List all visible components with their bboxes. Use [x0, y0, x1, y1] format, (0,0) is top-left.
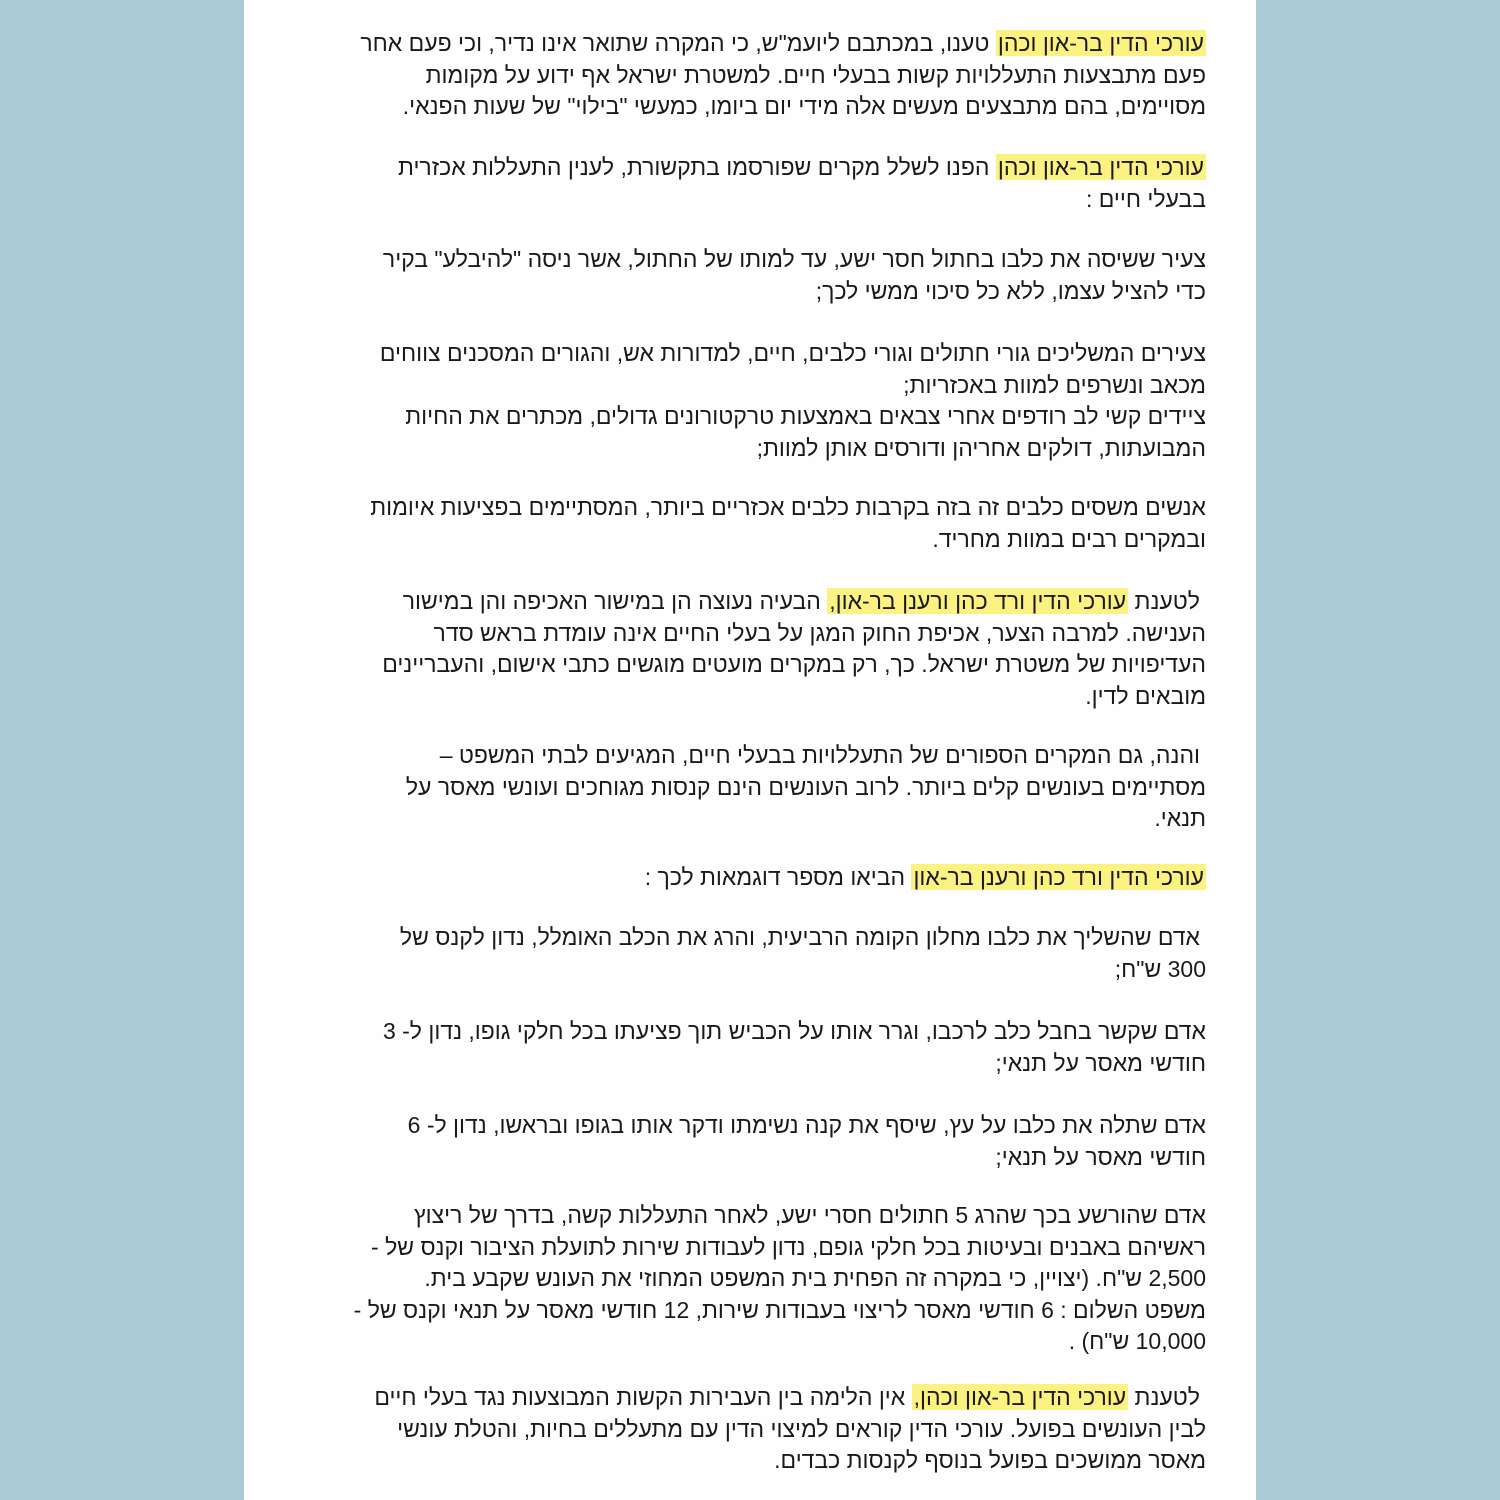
text-line [296, 1016, 1206, 1048]
text-line [296, 803, 1206, 835]
line-text: אדם שהשליך את כלבו מחלון הקומה הרביעית, והרג את הכלב האומלל, נדון לקנס של [399, 924, 1200, 950]
line-text: אדם שקשר בחבל כלב לרכבו, וגרר אותו על הכביש תוך פציעתו בכל חלקי גופו, נדון ל- 3 [382, 1018, 1206, 1044]
text-line [296, 492, 1206, 524]
text-line [296, 244, 1206, 276]
text-line [296, 922, 1206, 954]
text-line [296, 91, 1206, 123]
line-text: אדם שתלה את כלבו על עץ, שיסף את קנה נשימתו ודקר אותו בגופו ובראשו, נדון ל- 6 [407, 1112, 1206, 1138]
paragraph [296, 862, 1206, 894]
line-text: מאסר ממושכים בפועל בנוסף לקנסות כבדים. [774, 1447, 1206, 1473]
text-line [296, 152, 1206, 184]
text-line [296, 1142, 1206, 1174]
line-text: מכאב ונשרפים למוות באכזריות; [903, 371, 1206, 398]
line-text: כדי להציל עצמו, ללא כל סיכוי ממשי לכך; [815, 277, 1206, 304]
text-line [296, 862, 1206, 894]
line-text: משפט השלום : 6 חודשי מאסר לריצוי בעבודות שירות, 12 חודשי מאסר על תנאי וקנס של - [353, 1296, 1206, 1323]
paragraph [296, 152, 1206, 215]
text-line [296, 681, 1206, 713]
line-text: אדם שהורשע בכך שהרג 5 חתולים חסרי ישע, לאחר התעללות קשה, בדרך של ריצוץ [414, 1202, 1206, 1228]
text-line [296, 649, 1206, 681]
line-text: מסתיימים בעונשים קלים ביותר. לרוב העונשים הינם קנסות מגוחכים ועונשי מאסר על [405, 773, 1206, 800]
line-text: ובמקרים רבים במוות מחריד. [932, 525, 1206, 552]
document-page [244, 0, 1256, 1500]
line-text: אין הלימה בין העבירות הקשות המבוצעות נגד בעלי חיים [374, 1384, 912, 1410]
line-text: מסויימים, בהם מתבצעים מעשים אלה מידי יום ביומו, כמעשי "בילוי" של שעות הפנאי. [402, 93, 1206, 119]
paragraph [296, 922, 1206, 985]
highlighted-names: עורכי הדין ורד כהן ורענן בר-און [913, 864, 1204, 890]
text-line [296, 184, 1206, 216]
line-text: המבועתות, דולקים אחריהן ודורסים אותן למוות; [756, 434, 1206, 461]
line-text: 2,500 ש"ח. (יצויין, כי במקרה זה הפחית בית המשפט המחוזי את העונש שקבע בית. [424, 1265, 1206, 1291]
paragraph [296, 740, 1206, 835]
text-line [296, 1263, 1206, 1295]
highlighted-names: עורכי הדין בר-און וכהן [997, 154, 1204, 180]
text-line [296, 1326, 1206, 1358]
paragraph [296, 1016, 1206, 1079]
line-text: צעיר ששיסה את כלבו בחתול חסר ישע, עד למותו של החתול, אשר ניסה "להיבלע" בקיר [382, 246, 1206, 272]
text-line [296, 1232, 1206, 1264]
line-text: הענישה. למרבה הצער, אכיפת החוק המגן על בעלי החיים אינה עומדת בראש סדר [433, 619, 1206, 646]
line-prefix: לטענת [1128, 588, 1200, 614]
line-text: צעירים המשליכים גורי חתולים וגורי כלבים, חיים, למדורות אש, והגורים המסכנים צווחים [379, 340, 1206, 366]
line-text: בבעלי חיים : [1086, 185, 1206, 212]
line-text: 300 ש"ח; [1114, 955, 1206, 982]
paragraph [296, 1382, 1206, 1477]
text-line [296, 338, 1206, 370]
line-text: והנה, גם המקרים הספורים של התעללויות בבעלי חיים, המגיעים לבתי המשפט – [439, 742, 1200, 768]
highlighted-names: עורכי הדין ורד כהן ורענן בר-און, [829, 588, 1127, 614]
text-line [296, 433, 1206, 465]
paragraph [296, 244, 1206, 307]
line-text: לבין העונשים בפועל. עורכי הדין קוראים למיצוי הדין עם מתעללים בחיות, והטלת עונשי [397, 1415, 1206, 1442]
paragraph [296, 492, 1206, 555]
line-text: טענו, במכתבם ליועמ"ש, כי המקרה שתואר אינו נדיר, וכי פעם אחר [360, 30, 996, 56]
text-line [296, 1110, 1206, 1142]
text-line [296, 1414, 1206, 1446]
text-line [296, 60, 1206, 92]
line-text: חודשי מאסר על תנאי; [995, 1143, 1206, 1170]
text-line [296, 1295, 1206, 1327]
text-line [296, 772, 1206, 804]
line-text: 10,000 ש"ח) . [1068, 1328, 1206, 1354]
paragraph [296, 1200, 1206, 1358]
line-text: אנשים משסים כלבים זה בזה בקרבות כלבים אכזריים ביותר, המסתיימים בפציעות איומות [370, 494, 1206, 520]
text-line [296, 276, 1206, 308]
line-text: העדיפויות של משטרת ישראל. כך, רק במקרים מועטים מוגשים כתבי אישום, והעבריינים [382, 651, 1206, 677]
line-text: תנאי. [1154, 805, 1206, 831]
paragraph [296, 1110, 1206, 1173]
line-text: מובאים לדין. [1085, 682, 1206, 709]
text-line [296, 618, 1206, 650]
text-line [296, 740, 1206, 772]
line-text: פעם מתבצעות התעללויות קשות בבעלי חיים. למשטרת ישראל אף ידוע על מקומות [425, 61, 1206, 88]
text-line [296, 524, 1206, 556]
text-line [296, 1445, 1206, 1477]
paragraph [296, 338, 1206, 464]
text-line [296, 1200, 1206, 1232]
paragraph [296, 28, 1206, 123]
highlighted-names: עורכי הדין בר-און וכהן, [913, 1384, 1127, 1410]
text-line [296, 401, 1206, 433]
line-prefix: לטענת [1128, 1384, 1200, 1410]
line-text: חודשי מאסר על תנאי; [995, 1049, 1206, 1076]
line-text: ראשיהם באבנים ובעיטות בכל חלקי גופם, נדון לעבודות שירות לתועלת הציבור וקנס של - [371, 1233, 1206, 1260]
text-line [296, 586, 1206, 618]
paragraph [296, 586, 1206, 712]
highlighted-names: עורכי הדין בר-און וכהן [997, 30, 1204, 56]
text-line [296, 28, 1206, 60]
line-text: הפנו לשלל מקרים שפורסמו בתקשורת, לענין התעללות אכזרית [398, 154, 996, 180]
text-line [296, 954, 1206, 986]
text-line [296, 1048, 1206, 1080]
line-text: הבעיה נעוצה הן במישור האכיפה והן במישור [402, 588, 828, 614]
line-text: ציידים קשי לב רודפים אחרי צבאים באמצעות טרקטורונים גדולים, מכתרים את החיות [405, 403, 1206, 429]
line-text: הביאו מספר דוגמאות לכך : [644, 864, 912, 890]
text-line [296, 370, 1206, 402]
text-line [296, 1382, 1206, 1414]
